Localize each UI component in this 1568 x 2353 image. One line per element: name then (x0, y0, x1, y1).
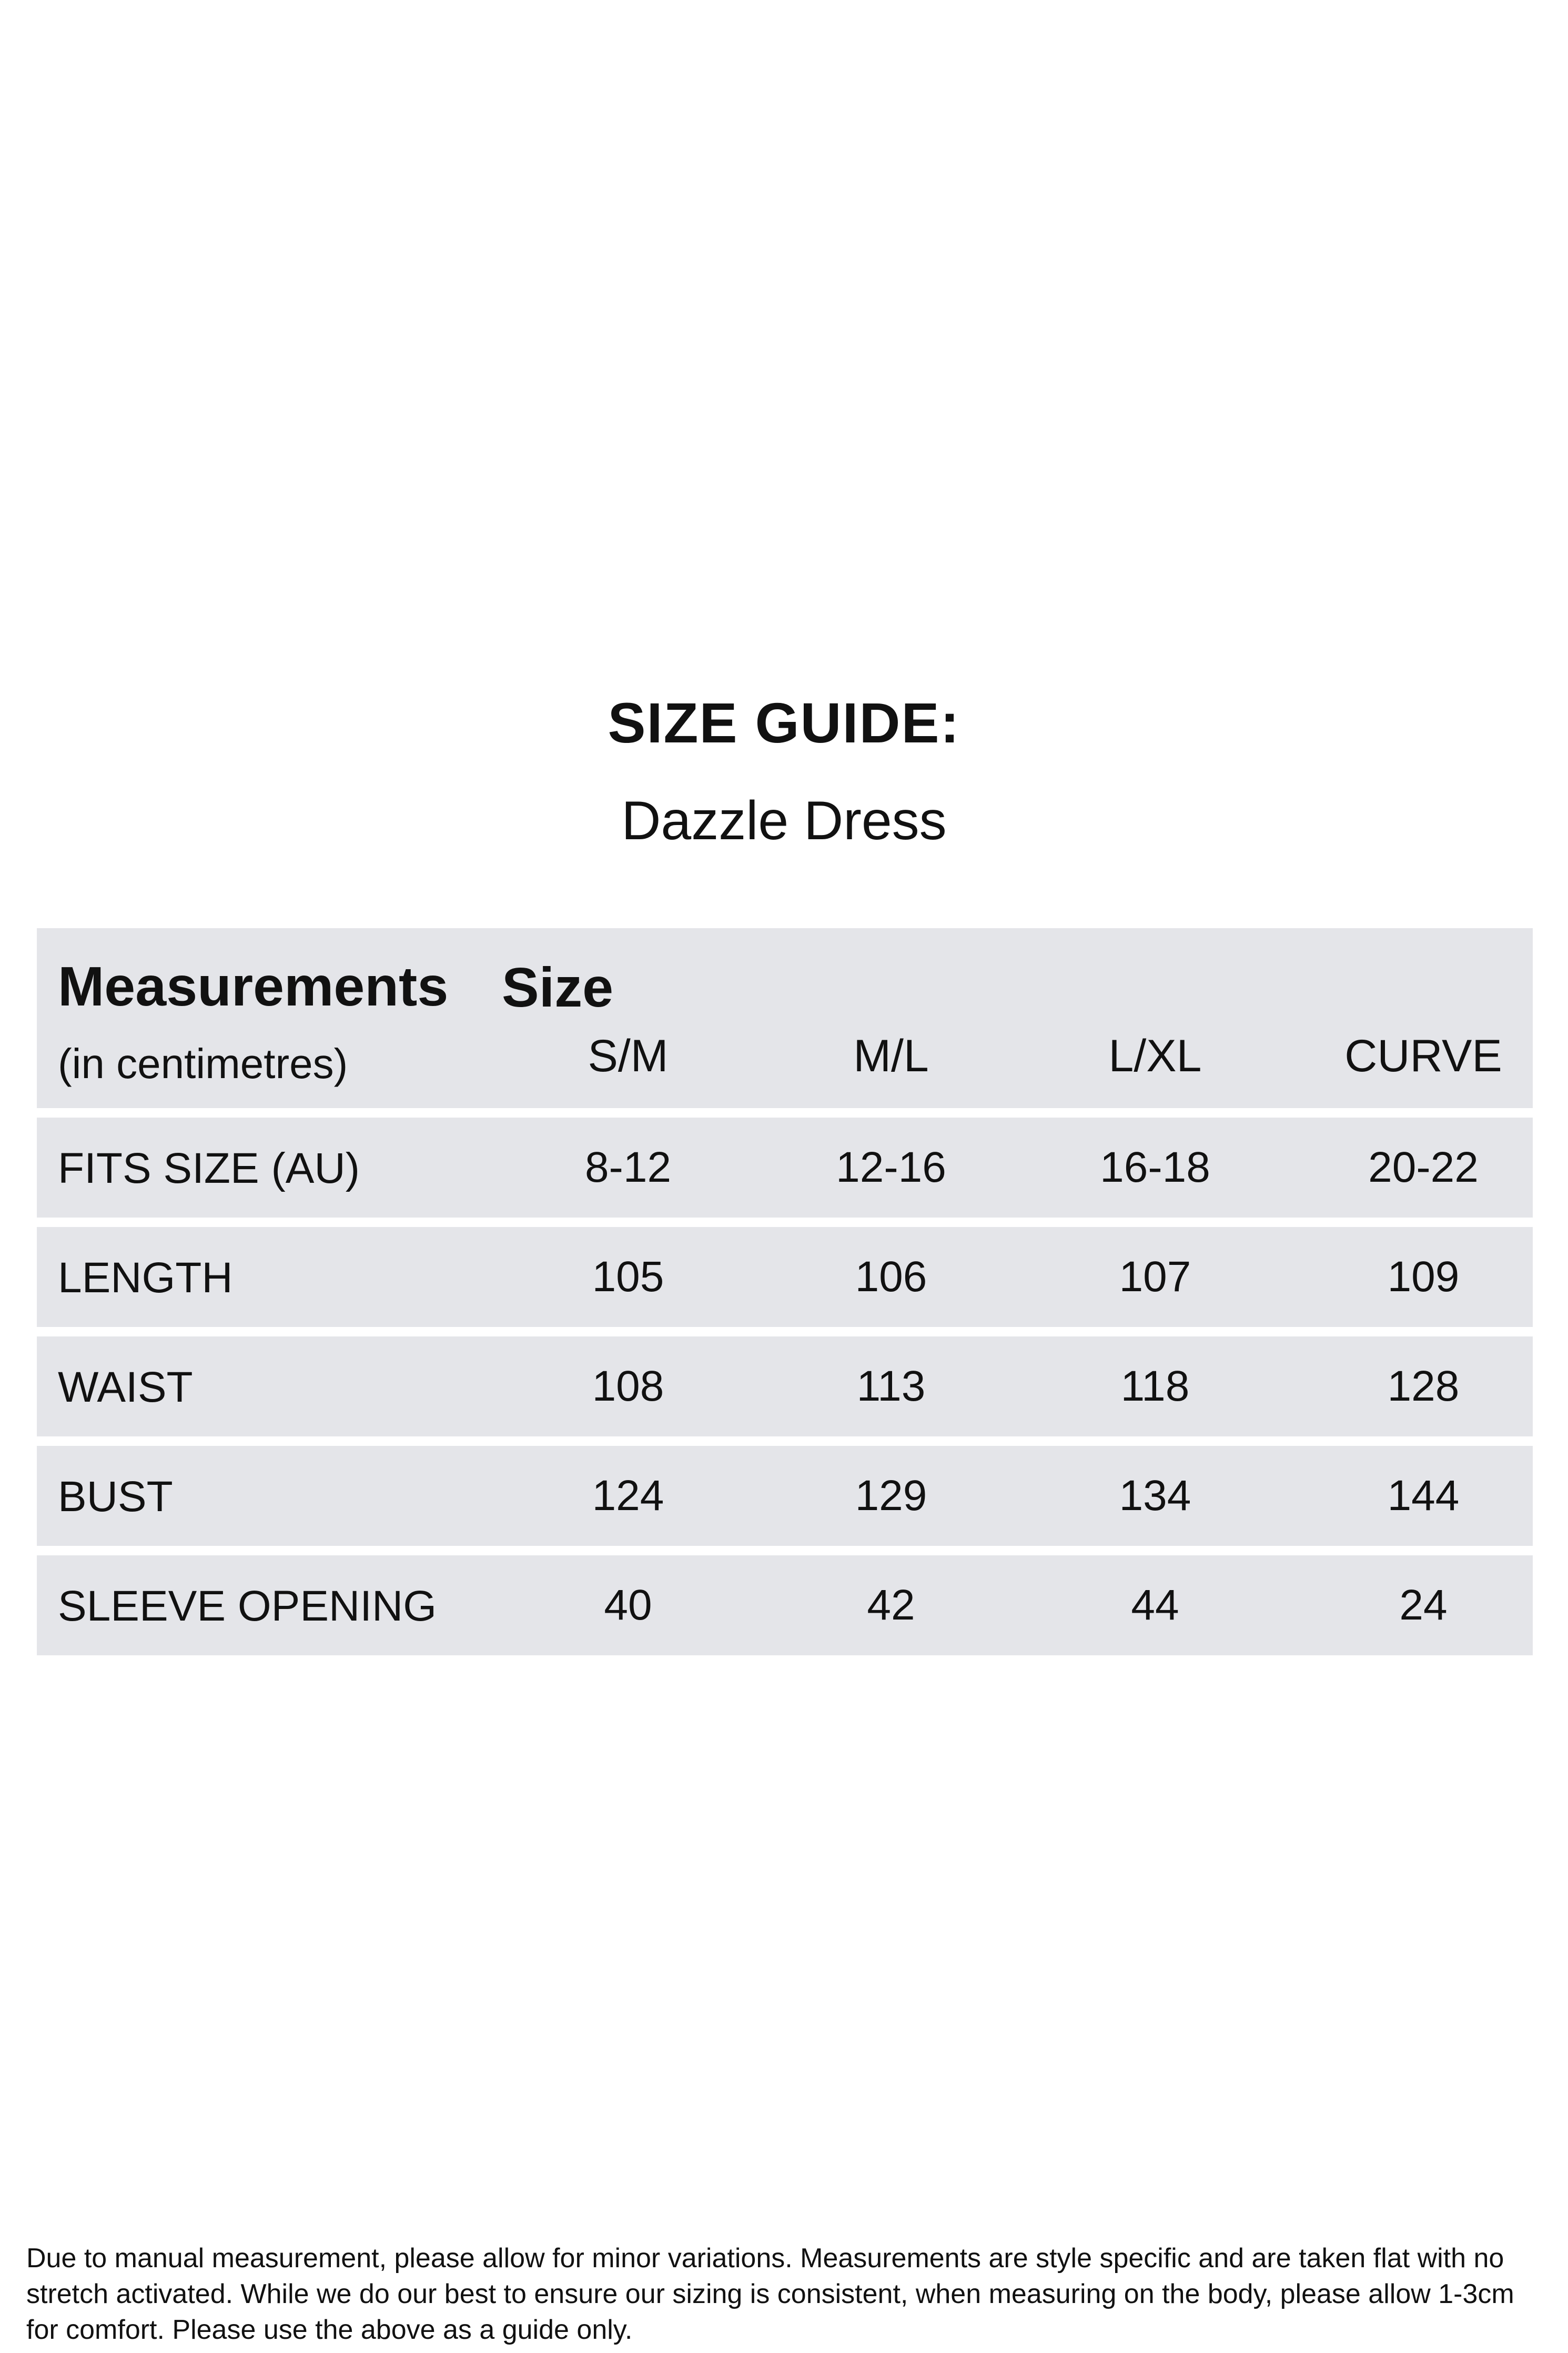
table-cell: 129 (855, 1472, 927, 1520)
column-header-ml: M/L (853, 1031, 929, 1081)
column-header-lxl: L/XL (1108, 1031, 1202, 1081)
table-cell: 105 (592, 1253, 664, 1301)
size-table (37, 928, 1533, 1665)
table-row (37, 1118, 1533, 1218)
table-cell: 107 (1119, 1253, 1191, 1301)
row-label: BUST (58, 1473, 173, 1521)
table-row (37, 1446, 1533, 1546)
column-header-curve: CURVE (1344, 1031, 1502, 1081)
table-cell: 134 (1119, 1472, 1191, 1520)
row-label: SLEEVE OPENING (58, 1582, 437, 1630)
row-label: LENGTH (58, 1254, 233, 1302)
table-cell: 144 (1387, 1472, 1460, 1520)
table-cell: 118 (1120, 1362, 1190, 1410)
table-header (37, 928, 1533, 1108)
table-row (37, 1555, 1533, 1655)
table-cell: 12-16 (836, 1143, 946, 1191)
column-header-sm: S/M (588, 1031, 669, 1081)
table-cell: 16-18 (1100, 1143, 1210, 1191)
page-title: SIZE GUIDE: (608, 691, 960, 755)
table-cell: 113 (856, 1362, 926, 1410)
table-cell: 24 (1399, 1581, 1448, 1629)
table-cell: 8-12 (584, 1143, 672, 1191)
table-cell: 20-22 (1368, 1143, 1479, 1191)
measurements-heading: Measurements (58, 956, 449, 1018)
table-cell: 42 (867, 1581, 915, 1629)
table-cell: 128 (1387, 1362, 1460, 1410)
row-label: WAIST (58, 1363, 193, 1411)
size-heading: Size (502, 957, 614, 1019)
product-name: Dazzle Dress (621, 790, 947, 851)
disclaimer-text: Due to manual measurement, please allow for minor variations. Measurements are style specific and are taken flat with no stretch activated. While we do our best to ensure our sizing is consistent, when measuring on the body, please allow 1-3cm for comfort. Please use the above as a guide only. (26, 2243, 1514, 2345)
table-cell: 124 (592, 1472, 664, 1520)
table-cell: 106 (855, 1253, 927, 1301)
table-cell: 44 (1131, 1581, 1179, 1629)
unit-label: (in centimetres) (58, 1040, 348, 1087)
table-row (37, 1336, 1533, 1436)
table-cell: 109 (1387, 1253, 1460, 1301)
row-label: FITS SIZE (AU) (58, 1144, 360, 1192)
table-row (37, 1227, 1533, 1327)
table-cell: 108 (592, 1362, 664, 1410)
table-cell: 40 (604, 1581, 652, 1629)
